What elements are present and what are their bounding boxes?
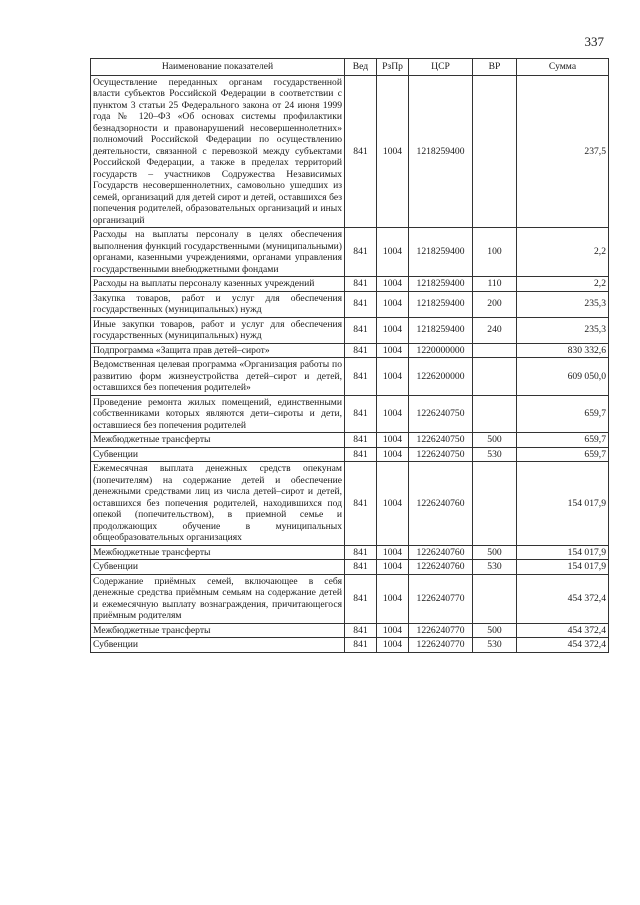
cell-vr: 530 [473,447,517,462]
table-row [91,395,609,433]
table-row [91,462,609,546]
cell-rzpr: 1004 [377,317,409,343]
cell-ved: 841 [345,623,377,638]
cell-name: Осуществление переданных органам государственной власти субъектов Российской Федерации в соответствии с пунктом 3 статьи 25 Федерального закона от 24 июня 1999 года № 120–ФЗ «Об основах системы профилактики безнадзорности и правонарушений несовершеннолетних» полномочий Российской Федерации по осуществлению деятельности, связанной с перевозкой между субъектами Российской Федерации, а также в пределах территорий государств – участников Содружества Независимых Государств несовершеннолетних, самовольно ушедших из семей, организаций для детей сирот и детей, оставшихся без попечения родителей, образовательных организаций и иных организаций [91,75,345,228]
cell-vr: 500 [473,545,517,560]
cell-vr [473,462,517,546]
cell-rzpr: 1004 [377,75,409,228]
cell-ved: 841 [345,228,377,277]
cell-name: Содержание приёмных семей, включающее в себя денежные средства приёмным семьям на содержание детей и ежемесячную выплату вознаграждения, причитающегося приёмным родителям [91,574,345,623]
cell-ved: 841 [345,638,377,653]
header-rzpr: РзПр [377,59,409,76]
cell-ved: 841 [345,560,377,575]
cell-rzpr: 1004 [377,358,409,396]
cell-csr: 1226240770 [409,638,473,653]
cell-vr: 530 [473,560,517,575]
table-row [91,291,609,317]
cell-vr [473,395,517,433]
table-row [91,447,609,462]
cell-csr: 1226240750 [409,433,473,448]
cell-sum: 2,2 [517,277,609,292]
header-ved: Вед [345,59,377,76]
cell-vr [473,343,517,358]
cell-csr: 1218259400 [409,228,473,277]
cell-name: Межбюджетные трансферты [91,433,345,448]
cell-rzpr: 1004 [377,433,409,448]
cell-rzpr: 1004 [377,395,409,433]
cell-vr [473,75,517,228]
header-name: Наименование показателей [91,59,345,76]
cell-sum: 2,2 [517,228,609,277]
cell-ved: 841 [345,447,377,462]
cell-name: Субвенции [91,638,345,653]
cell-vr: 110 [473,277,517,292]
header-sum: Сумма [517,59,609,76]
cell-ved: 841 [345,395,377,433]
cell-csr: 1226240750 [409,447,473,462]
cell-ved: 841 [345,277,377,292]
cell-csr: 1226240770 [409,574,473,623]
cell-ved: 841 [345,462,377,546]
cell-csr: 1226200000 [409,358,473,396]
table-row [91,623,609,638]
cell-sum: 659,7 [517,433,609,448]
cell-vr: 530 [473,638,517,653]
page-number: 337 [584,34,604,49]
cell-rzpr: 1004 [377,447,409,462]
cell-ved: 841 [345,75,377,228]
table-row [91,358,609,396]
cell-sum: 659,7 [517,447,609,462]
table-header-row [91,59,609,76]
cell-ved: 841 [345,545,377,560]
cell-sum: 154 017,9 [517,560,609,575]
cell-sum: 235,3 [517,317,609,343]
cell-name: Закупка товаров, работ и услуг для обеспечения государственных (муниципальных) нужд [91,291,345,317]
cell-csr: 1226240760 [409,545,473,560]
cell-csr: 1226240760 [409,462,473,546]
cell-ved: 841 [345,317,377,343]
cell-csr: 1226240760 [409,560,473,575]
cell-csr: 1218259400 [409,291,473,317]
table-row [91,228,609,277]
cell-ved: 841 [345,291,377,317]
cell-sum: 454 372,4 [517,623,609,638]
cell-sum: 237,5 [517,75,609,228]
cell-sum: 830 332,6 [517,343,609,358]
cell-rzpr: 1004 [377,623,409,638]
table-row [91,574,609,623]
cell-name: Межбюджетные трансферты [91,623,345,638]
table-row [91,560,609,575]
cell-csr: 1218259400 [409,317,473,343]
cell-csr: 1218259400 [409,75,473,228]
cell-name: Субвенции [91,447,345,462]
cell-vr [473,574,517,623]
cell-rzpr: 1004 [377,545,409,560]
cell-vr: 240 [473,317,517,343]
table-body [91,75,609,652]
cell-name: Межбюджетные трансферты [91,545,345,560]
cell-rzpr: 1004 [377,462,409,546]
cell-sum: 609 050,0 [517,358,609,396]
cell-rzpr: 1004 [377,277,409,292]
cell-vr [473,358,517,396]
table-row [91,317,609,343]
table-row [91,75,609,228]
table-row [91,277,609,292]
cell-ved: 841 [345,343,377,358]
cell-sum: 454 372,4 [517,574,609,623]
cell-sum: 154 017,9 [517,462,609,546]
cell-name: Ежемесячная выплата денежных средств опекунам (попечителям) на содержание детей и обеспечение денежными средствами лиц из числа детей–сирот и детей, оставшихся без попечения родителей, находившихся под опекой (попечительством), в приемной семье и продолжающих обучение в муниципальных общеобразовательных организациях [91,462,345,546]
cell-sum: 659,7 [517,395,609,433]
cell-rzpr: 1004 [377,560,409,575]
header-vr: ВР [473,59,517,76]
cell-name: Проведение ремонта жилых помещений, единственными собственниками которых являются дети–сироты и дети, оставшиеся без попечения родителей [91,395,345,433]
table-row [91,638,609,653]
cell-sum: 154 017,9 [517,545,609,560]
cell-ved: 841 [345,358,377,396]
header-csr: ЦСР [409,59,473,76]
cell-name: Ведомственная целевая программа «Организация работы по развитию форм жизнеустройства детей–сирот и детей, оставшихся без попечения родителей» [91,358,345,396]
cell-csr: 1226240750 [409,395,473,433]
table-row [91,545,609,560]
cell-rzpr: 1004 [377,343,409,358]
table-row [91,343,609,358]
cell-csr: 1226240770 [409,623,473,638]
cell-vr: 500 [473,433,517,448]
cell-rzpr: 1004 [377,638,409,653]
cell-rzpr: 1004 [377,228,409,277]
table-row [91,433,609,448]
cell-csr: 1218259400 [409,277,473,292]
cell-csr: 1220000000 [409,343,473,358]
cell-vr: 100 [473,228,517,277]
cell-ved: 841 [345,574,377,623]
cell-ved: 841 [345,433,377,448]
cell-name: Подпрограмма «Защита прав детей–сирот» [91,343,345,358]
cell-name: Расходы на выплаты персоналу казенных учреждений [91,277,345,292]
cell-sum: 235,3 [517,291,609,317]
cell-vr: 500 [473,623,517,638]
cell-name: Иные закупки товаров, работ и услуг для обеспечения государственных (муниципальных) нужд [91,317,345,343]
cell-sum: 454 372,4 [517,638,609,653]
cell-vr: 200 [473,291,517,317]
cell-name: Расходы на выплаты персоналу в целях обеспечения выполнения функций государственными (муниципальными) органами, казенными учреждениями, органами управления государственными внебюджетными фондами [91,228,345,277]
budget-table [90,58,609,653]
cell-rzpr: 1004 [377,574,409,623]
cell-name: Субвенции [91,560,345,575]
cell-rzpr: 1004 [377,291,409,317]
